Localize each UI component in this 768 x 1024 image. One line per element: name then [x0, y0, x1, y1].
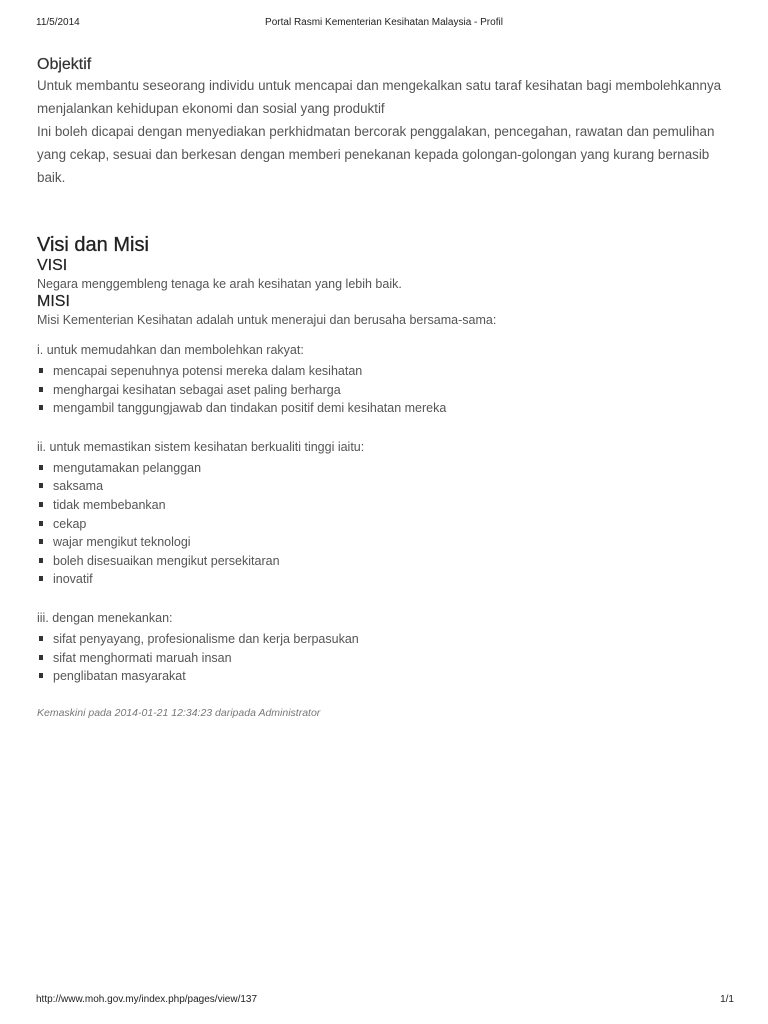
- print-url: http://www.moh.gov.my/index.php/pages/view/137: [36, 994, 258, 1005]
- bullet-icon: [39, 387, 43, 392]
- visi-text: Negara menggembleng tenaga ke arah kesihatan yang lebih baik.: [37, 277, 402, 291]
- list-item: [37, 381, 737, 400]
- bullet-icon: [39, 558, 43, 563]
- print-page-title: Portal Rasmi Kementerian Kesihatan Malaysia - Profil: [265, 17, 503, 28]
- objektif-paragraph-2: Ini boleh dicapai dengan menyediakan perkhidmatan bercorak penggalakan, pencegahan, rawatan dan pemulihan yang cekap, sesuai dan berkesan dengan memberi penekanan kepada golongan-golongan yang kurang bernasib baik.: [37, 124, 715, 185]
- misi-intro: Misi Kementerian Kesihatan adalah untuk menerajui dan berusaha bersama-sama:: [37, 313, 497, 327]
- list-item-text: penglibatan masyarakat: [53, 669, 186, 684]
- list-item-text: sifat menghormati maruah insan: [53, 650, 232, 665]
- list-item-text: wajar mengikut teknologi: [53, 535, 191, 550]
- list-item: [37, 533, 737, 552]
- list-item: [37, 570, 737, 589]
- bullet-icon: [39, 405, 43, 410]
- list-item: [37, 459, 737, 478]
- bullet-icon: [39, 521, 43, 526]
- bullet-icon: [39, 576, 43, 581]
- list-item: [37, 477, 737, 496]
- bullet-icon: [39, 636, 43, 641]
- list-item: [37, 630, 737, 649]
- visi-misi-heading: Visi dan Misi: [37, 234, 149, 256]
- list-item-text: mengambil tanggungjawab dan tindakan positif demi kesihatan mereka: [53, 401, 447, 416]
- misi-group-list: [37, 459, 737, 589]
- bullet-icon: [39, 465, 43, 470]
- list-item: [37, 515, 737, 534]
- list-item-text: inovatif: [53, 572, 93, 587]
- bullet-icon: [39, 539, 43, 544]
- misi-group-3: [37, 609, 737, 686]
- misi-group-2: [37, 438, 737, 589]
- misi-group-list: [37, 362, 737, 418]
- list-item-text: boleh disesuaikan mengikut persekitaran: [53, 553, 280, 568]
- last-updated-note: Kemaskini pada 2014-01-21 12:34:23 daripada Administrator: [37, 706, 321, 719]
- list-item-text: mengutamakan pelanggan: [53, 460, 202, 475]
- misi-group-label: iii. dengan menekankan:: [37, 610, 173, 625]
- list-item: [37, 399, 737, 418]
- list-item-text: saksama: [53, 479, 104, 494]
- visi-heading: VISI: [37, 257, 68, 274]
- list-item: [37, 667, 737, 686]
- misi-heading: MISI: [37, 293, 70, 310]
- bullet-icon: [39, 655, 43, 660]
- list-item-text: cekap: [53, 516, 87, 531]
- objektif-heading: Objektif: [37, 56, 92, 73]
- misi-group-label: ii. untuk memastikan sistem kesihatan berkualiti tinggi iaitu:: [37, 439, 365, 454]
- print-page-number: 1/1: [720, 994, 734, 1005]
- misi-group-list: [37, 630, 737, 686]
- main-content: [37, 56, 737, 719]
- list-item-text: sifat penyayang, profesionalisme dan kerja berpasukan: [53, 631, 359, 646]
- list-item: [37, 552, 737, 571]
- list-item-text: menghargai kesihatan sebagai aset paling berharga: [53, 382, 341, 397]
- bullet-icon: [39, 673, 43, 678]
- list-item: [37, 362, 737, 381]
- misi-group-label: i. untuk memudahkan dan membolehkan rakyat:: [37, 343, 304, 357]
- bullet-icon: [39, 502, 43, 507]
- list-item-text: mencapai sepenuhnya potensi mereka dalam kesihatan: [53, 364, 363, 378]
- bullet-icon: [39, 368, 43, 373]
- list-item: [37, 496, 737, 515]
- misi-group-1: [37, 341, 737, 418]
- objektif-paragraph-1: Untuk membantu seseorang individu untuk mencapai dan mengekalkan satu taraf kesihatan bagi membolehkannya menjalankan kehidupan ekonomi dan sosial yang produktif: [37, 78, 722, 116]
- print-date: 11/5/2014: [36, 17, 80, 28]
- list-item-text: tidak membebankan: [53, 497, 166, 512]
- bullet-icon: [39, 483, 43, 488]
- list-item: [37, 649, 737, 668]
